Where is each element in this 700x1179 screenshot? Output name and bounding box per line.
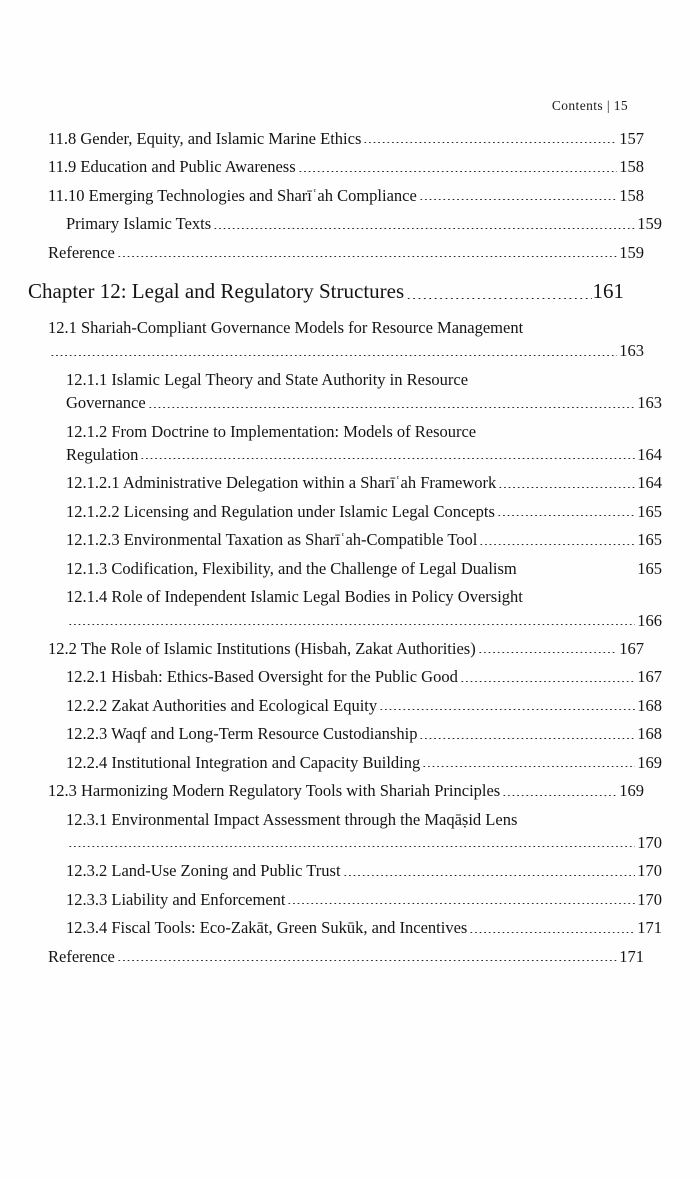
toc-entry[interactable] xyxy=(28,316,644,363)
toc-entry[interactable] xyxy=(28,808,662,855)
toc-entry[interactable] xyxy=(28,722,662,745)
dot-leader xyxy=(117,256,617,257)
toc-entry-page-number: 159 xyxy=(619,242,644,262)
toc-entry-page-number: 166 xyxy=(637,610,662,630)
dot-leader xyxy=(148,407,635,408)
dot-leader xyxy=(478,652,617,653)
dot-leader xyxy=(213,228,635,229)
toc-entry[interactable] xyxy=(28,241,644,264)
dot-leader xyxy=(50,355,617,356)
toc-entry-title: Primary Islamic Texts xyxy=(66,214,212,234)
dot-leader xyxy=(419,738,635,739)
toc-entry-title: 12.2.4 Institutional Integration and Capacity Building xyxy=(66,752,421,772)
dot-leader xyxy=(419,199,617,200)
toc-entry[interactable] xyxy=(28,420,662,467)
dot-leader xyxy=(460,681,635,682)
toc-entry-page-number: 165 xyxy=(637,558,662,578)
toc-entry-page-number: 171 xyxy=(637,918,662,938)
toc-entry-title: Reference xyxy=(48,242,115,262)
toc-entry-title: 12.2.2 Zakat Authorities and Ecological Equity xyxy=(66,695,378,715)
toc-entry-page-number: 158 xyxy=(619,157,644,177)
toc-entry[interactable] xyxy=(28,665,662,688)
toc-entry-page-number: 168 xyxy=(637,724,662,744)
toc-entry-page-number: 167 xyxy=(619,638,644,658)
dot-leader xyxy=(406,298,591,299)
toc-entry-title: 12.1.2.2 Licensing and Regulation under Islamic Legal Concepts xyxy=(66,501,495,521)
dot-leader xyxy=(497,515,635,516)
toc-entry-page-number: 163 xyxy=(637,393,662,413)
toc-entry-title: Reference xyxy=(48,946,115,966)
toc-entry-title: 12.3.2 Land-Use Zoning and Public Trust xyxy=(66,861,341,881)
dot-leader xyxy=(469,932,635,933)
toc-entry[interactable] xyxy=(28,277,624,307)
toc-entry[interactable] xyxy=(28,779,644,802)
toc-entry[interactable] xyxy=(28,184,644,207)
toc-entry[interactable] xyxy=(28,945,644,968)
toc-entry-title: 12.1.3 Codification, Flexibility, and the Challenge of Legal Dualism xyxy=(66,558,517,578)
toc-entry-title: 12.2.3 Waqf and Long-Term Resource Custodianship xyxy=(66,724,418,744)
dot-leader xyxy=(68,846,635,847)
dot-leader xyxy=(379,709,635,710)
dot-leader xyxy=(298,171,617,172)
toc-entry[interactable] xyxy=(28,585,662,632)
toc-entry[interactable] xyxy=(28,471,662,494)
toc-entry-title: 12.1.2.1 Administrative Delegation within a Sharīʿah Framework xyxy=(66,473,497,493)
toc-entry-page-number: 169 xyxy=(619,781,644,801)
toc-entry-page-number: 170 xyxy=(637,861,662,881)
toc-entry-page-number: 165 xyxy=(637,530,662,550)
toc-entry-page-number: 168 xyxy=(637,695,662,715)
toc-entry[interactable] xyxy=(28,637,644,660)
toc-entry-page-number: 170 xyxy=(637,832,662,852)
toc-entry-page-number: 170 xyxy=(637,889,662,909)
dot-leader xyxy=(343,875,635,876)
toc-entry-title: 12.1.1 Islamic Legal Theory and State Authority in Resource xyxy=(66,369,469,389)
dot-leader xyxy=(68,624,635,625)
dot-leader xyxy=(498,487,635,488)
toc-entry-title: 12.1.2 From Doctrine to Implementation: Models of Resource xyxy=(66,421,477,441)
table-of-contents xyxy=(28,127,662,973)
dot-leader xyxy=(422,766,635,767)
toc-entry-title: 12.1.2.3 Environmental Taxation as Sharīʿah-Compatible Tool xyxy=(66,530,478,550)
toc-entry-page-number: 171 xyxy=(619,946,644,966)
dot-leader xyxy=(287,903,635,904)
dot-leader xyxy=(502,795,617,796)
dot-leader xyxy=(117,960,617,961)
toc-entry-page-number: 167 xyxy=(637,667,662,687)
toc-entry-title: 11.9 Education and Public Awareness xyxy=(48,157,296,177)
dot-leader xyxy=(363,142,617,143)
toc-entry-title-continued: Regulation xyxy=(66,445,139,465)
toc-entry-title: 12.1.4 Role of Independent Islamic Legal Bodies in Policy Oversight xyxy=(66,587,523,607)
toc-entry-page-number: 159 xyxy=(637,214,662,234)
toc-entry-page-number: 161 xyxy=(592,279,624,304)
toc-entry[interactable] xyxy=(28,368,662,415)
running-head: Contents | 15 xyxy=(551,98,628,113)
toc-entry-title: 12.3 Harmonizing Modern Regulatory Tools with Shariah Principles xyxy=(48,781,501,801)
toc-entry[interactable] xyxy=(28,155,644,178)
toc-entry-title-continued: Governance xyxy=(66,393,146,413)
toc-entry[interactable] xyxy=(28,888,662,911)
toc-entry[interactable] xyxy=(28,557,662,580)
toc-entry-title: 12.3.3 Liability and Enforcement xyxy=(66,889,286,909)
toc-entry[interactable] xyxy=(28,528,662,551)
toc-entry-page-number: 158 xyxy=(619,185,644,205)
toc-entry[interactable] xyxy=(28,127,644,150)
toc-entry-page-number: 164 xyxy=(637,445,662,465)
toc-entry-page-number: 164 xyxy=(637,473,662,493)
toc-entry-page-number: 169 xyxy=(637,752,662,772)
toc-entry-title: 12.3.1 Environmental Impact Assessment through the Maqāṣid Lens xyxy=(66,809,518,829)
toc-entry[interactable] xyxy=(28,916,662,939)
toc-entry[interactable] xyxy=(28,500,662,523)
toc-entry-title: 12.3.4 Fiscal Tools: Eco-Zakāt, Green Sukūk, and Incentives xyxy=(66,918,468,938)
toc-entry-title: 11.10 Emerging Technologies and Sharīʿah Compliance xyxy=(48,185,417,205)
toc-entry[interactable] xyxy=(28,212,662,235)
dot-leader xyxy=(140,458,635,459)
toc-entry[interactable] xyxy=(28,694,662,717)
toc-entry-page-number: 163 xyxy=(619,341,644,361)
dot-leader xyxy=(479,544,635,545)
toc-entry-title: 12.2 The Role of Islamic Institutions (Hisbah, Zakat Authorities) xyxy=(48,638,476,658)
toc-entry-title: 12.1 Shariah-Compliant Governance Models for Resource Management xyxy=(48,317,524,337)
toc-entry-title: 11.8 Gender, Equity, and Islamic Marine Ethics xyxy=(48,129,362,148)
toc-entry-title: Chapter 12: Legal and Regulatory Structures xyxy=(28,279,405,304)
toc-entry-title: 12.2.1 Hisbah: Ethics-Based Oversight for the Public Good xyxy=(66,667,458,687)
dot-leader xyxy=(519,572,635,573)
toc-entry[interactable] xyxy=(28,859,662,882)
toc-entry[interactable] xyxy=(28,751,662,774)
toc-entry-page-number: 165 xyxy=(637,501,662,521)
toc-entry-page-number: 157 xyxy=(619,129,644,148)
